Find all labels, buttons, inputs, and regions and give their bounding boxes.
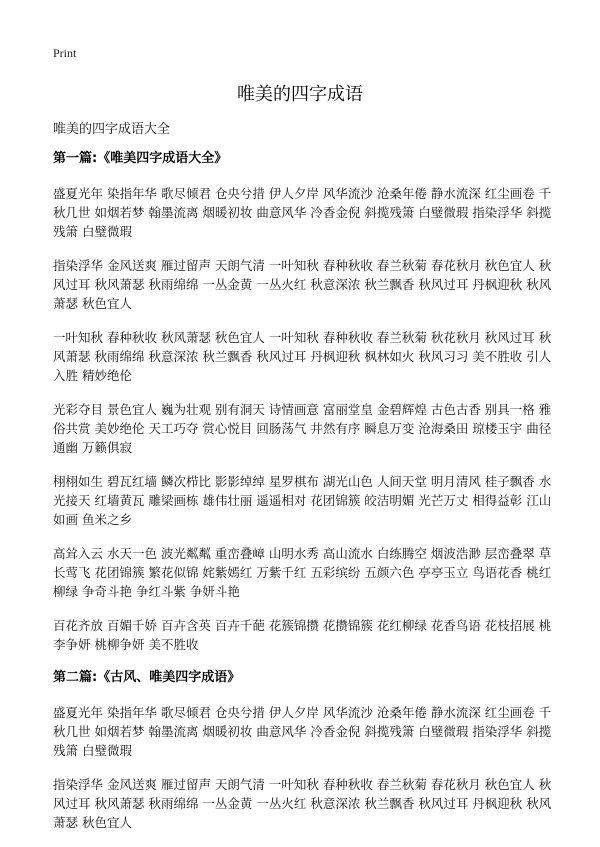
page-subtitle: 唯美的四字成语大全 (53, 122, 171, 137)
paragraph: 一叶知秋 春种秋收 秋风萧瑟 秋色宜人 一叶知秋 春种秋收 春兰秋菊 秋花秋月 秋风过耳 秋风萧瑟 秋雨绵绵 秋意深浓 秋兰飘香 秋风过耳 丹枫迎秋 枫林如火 秋风习习 美不胜收 引人入胜 精妙绝伦 (53, 330, 552, 383)
paragraph: 栩栩如生 碧瓦红墙 鳞次栉比 影影绰绰 星罗棋布 湖光山色 人间天堂 明月清风 桂子飘香 水光接天 红墙黄瓦 雕梁画栋 雄伟壮丽 遥遥相对 花团锦簇 皎洁明媚 光芒万丈 相得益彰 江山如画 鱼米之乡 (53, 474, 552, 527)
paragraph: 指染浮华 金风送爽 雁过留声 天朗气清 一叶知秋 春种秋收 春兰秋菊 春花秋月 秋色宜人 秋风过耳 秋风萧瑟 秋雨绵绵 一丛金黄 一丛火红 秋意深浓 秋兰飘香 秋风过耳 丹枫迎秋 秋风萧瑟 秋色宜人 (53, 258, 552, 311)
section-2 (53, 669, 553, 832)
paragraph: 百花齐放 百媚千娇 百卉含英 百卉千葩 花簇锦攒 花攒锦簇 花红柳绿 花香鸟语 花枝招展 桃李争妍 桃柳争妍 美不胜收 (53, 618, 552, 652)
section-heading: 第二篇:《古风、唯美四字成语》 (53, 670, 241, 685)
section-1 (53, 150, 553, 654)
print-label: Print (53, 46, 77, 60)
paragraph: 盛夏光年 染指年华 歌尽倾君 仓央兮措 伊人夕岸 风华流沙 沧桑年倦 静水流深 红尘画卷 千秋几世 如烟若梦 翰墨流离 烟暖初妆 曲意风华 冷香金倪 斜揽残箫 白璧微瑕 指染浮华 斜揽残箫 白璧微瑕 (53, 186, 552, 239)
document-body (53, 150, 553, 847)
page-title: 唯美的四字成语 (237, 84, 363, 105)
paragraph: 指染浮华 金风送爽 雁过留声 天朗气清 一叶知秋 春种秋收 春兰秋菊 春花秋月 秋色宜人 秋风过耳 秋风萧瑟 秋雨绵绵 一丛金黄 一丛火红 秋意深浓 秋兰飘香 秋风过耳 丹枫迎秋 秋风萧瑟 秋色宜人 (53, 777, 552, 830)
paragraph: 盛夏光年 染指年华 歌尽倾君 仓央兮措 伊人夕岸 风华流沙 沧桑年倦 静水流深 红尘画卷 千秋几世 如烟若梦 翰墨流离 烟暖初妆 曲意风华 冷香金倪 斜揽残箫 白璧微瑕 指染浮华 斜揽残箫 白璧微瑕 (53, 705, 552, 758)
section-heading: 第一篇:《唯美四字成语大全》 (53, 151, 228, 166)
paragraph: 光彩夺目 景色宜人 巍为壮观 别有洞天 诗情画意 富丽堂皇 金碧辉煌 古色古香 别具一格 雅俗共赏 美妙绝伦 天工巧夺 赏心悦目 回肠荡气 井然有序 瞬息万变 沧海桑田 琼楼玉宇 曲径通幽 万籁俱寂 (53, 402, 552, 455)
paragraph: 高耸入云 水天一色 波光粼粼 重峦叠嶂 山明水秀 高山流水 白练腾空 烟波浩渺 层峦叠翠 草长莺飞 花团锦簇 繁花似锦 姹紫嫣红 万紫千红 五彩缤纷 五颜六色 亭亭玉立 鸟语花香 桃红柳绿 争奇斗艳 争红斗紫 争妍斗艳 (53, 546, 552, 599)
